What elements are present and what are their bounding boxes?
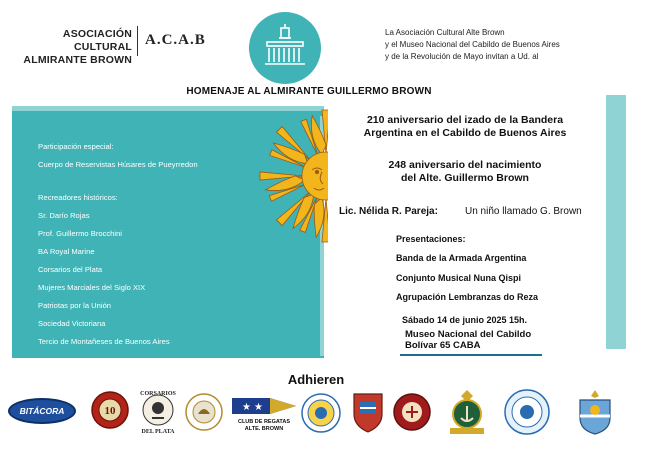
sun-of-may-icon <box>244 106 328 246</box>
organization-name-line2: ALMIRANTE BROWN <box>23 54 132 66</box>
cabildo-building-icon <box>249 12 321 84</box>
special-item: Cuerpo de Reservistas Húsares de Pueyrredon <box>38 160 198 169</box>
recreator-item: Sociedad Victoriana <box>38 319 106 328</box>
talk-title: Un niño llamado G. Brown <box>465 206 582 217</box>
speaker-name: Lic. Nélida R. Pareja: <box>339 206 438 217</box>
club-regatas-line1: CLUB DE REGATAS <box>237 419 291 425</box>
organization-acronym: A.C.A.B <box>145 32 206 48</box>
corsarios-top-text: CORSARIOS <box>140 391 176 397</box>
svg-text:★: ★ <box>254 402 263 413</box>
event-date: Sábado 14 de junio 2025 15h. <box>402 315 528 325</box>
bitacora-logo: BITÁCORA <box>8 398 76 424</box>
circular-emblem-logo <box>300 392 342 434</box>
invitation-text <box>385 27 635 63</box>
corsarios-del-plata-logo <box>136 388 180 436</box>
crest-logo <box>572 388 618 436</box>
venue-address: Bolívar 65 CABA <box>405 340 481 351</box>
anniversary-brown <box>330 159 600 185</box>
page-title <box>0 86 648 97</box>
adhieren-text: Adhieren <box>287 372 345 387</box>
round-red-emblem-logo <box>392 392 432 432</box>
event-venue <box>405 329 531 351</box>
presentations-heading: Presentaciones: <box>396 234 466 244</box>
club-regatas-alte-brown-logo <box>230 392 306 434</box>
rosette-emblem-logo <box>502 388 552 436</box>
anniversary-flag-line1: 210 aniversario del izado de la Bandera <box>366 114 564 126</box>
cabildo-logo <box>249 12 321 84</box>
presentation-item: Agrupación Lembranzas do Reza <box>396 292 539 302</box>
anniversary-brown-line1: 248 aniversario del nacimiento <box>388 159 542 171</box>
recreators-heading: Recreadores históricos: <box>38 193 118 202</box>
presentation-item: Conjunto Musical Nuna Qispi <box>396 273 522 283</box>
anniversary-brown-line2: del Alte. Guillermo Brown <box>401 172 529 184</box>
venue-underline <box>400 354 542 356</box>
anniversary-flag-line2: Argentina en el Cabildo de Buenos Aires <box>363 127 567 139</box>
recreator-item: Corsarios del Plata <box>38 265 103 274</box>
right-decorative-stripe <box>606 95 626 349</box>
invitation-line: y de la Revolución de Mayo invitan a Ud. al <box>385 52 539 61</box>
adhieren-heading <box>0 372 648 387</box>
club-10-logo <box>90 390 130 430</box>
club-regatas-line2: ALTE. BROWN <box>244 426 284 432</box>
svg-text:★: ★ <box>242 402 251 413</box>
recreator-item: Mujeres Marciales del Siglo XIX <box>38 283 146 292</box>
centro-sirio-logo <box>184 392 224 432</box>
invitation-line: La Asociación Cultural Alte Brown <box>385 28 505 37</box>
club-badge-number: 10 <box>104 405 116 417</box>
shield-emblem-logo <box>350 390 386 434</box>
organization-name-line1: ASOCIACIÓN CULTURAL <box>62 28 132 53</box>
venue-name: Museo Nacional del Cabildo <box>405 329 532 340</box>
naval-anchor-logo <box>444 388 490 436</box>
anniversary-flag <box>330 114 600 140</box>
recreator-item: Tercio de Montañeses de Buenos Aires <box>38 337 170 346</box>
invitation-line: y el Museo Nacional del Cabildo de Buenos Aires <box>385 40 560 49</box>
organization-name <box>12 28 132 67</box>
recreator-item: BA Royal Marine <box>38 247 95 256</box>
corsarios-bottom-text: DEL PLATA <box>141 429 175 435</box>
special-heading: Participación especial: <box>38 142 114 151</box>
page-title-text: HOMENAJE AL ALMIRANTE GUILLERMO BROWN <box>186 86 432 97</box>
brand-divider <box>137 26 138 56</box>
recreator-item: Patriotas por la Unión <box>38 301 112 310</box>
presentation-item: Banda de la Armada Argentina <box>396 253 527 263</box>
recreator-item: Sr. Darío Rojas <box>38 211 90 220</box>
recreator-item: Prof. Guillermo Brocchini <box>38 229 122 238</box>
